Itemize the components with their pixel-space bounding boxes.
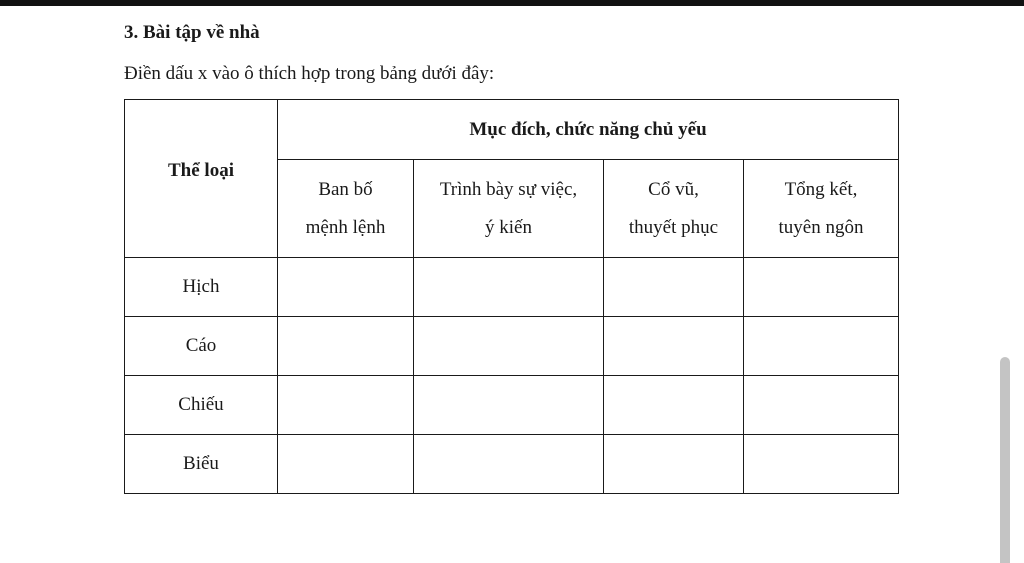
genre-header-label: Thể loại [168, 160, 234, 181]
column-header-line1: Tổng kết, [784, 178, 858, 200]
genre-header-cell [125, 100, 278, 258]
purpose-header-label: Mục đích, chức năng chủ yếu [469, 118, 707, 140]
table-row [125, 435, 899, 494]
table-row [125, 317, 899, 376]
answer-cell[interactable] [278, 258, 414, 317]
table-row [125, 376, 899, 435]
row-label: Cáo [185, 335, 217, 356]
answer-cell[interactable] [414, 435, 604, 494]
answer-cell[interactable] [744, 258, 899, 317]
column-header-tong-ket [744, 160, 899, 258]
column-header-line1: Trình bày sự việc, [439, 178, 578, 200]
column-header-line2: tuyên ngôn [778, 216, 864, 238]
instruction-text: Điền dấu x vào ô thích hợp trong bảng dưới đây: [124, 63, 495, 84]
column-header-co-vu [604, 160, 744, 258]
answer-cell[interactable] [744, 317, 899, 376]
answer-cell[interactable] [414, 376, 604, 435]
top-border-bar [0, 0, 1024, 6]
column-header-trinh-bay [414, 160, 604, 258]
answer-cell[interactable] [604, 317, 744, 376]
column-header-line2: thuyết phục [628, 216, 719, 238]
column-header-line1: Ban bố [318, 178, 373, 200]
answer-cell[interactable] [278, 317, 414, 376]
answer-cell[interactable] [744, 435, 899, 494]
answer-cell[interactable] [414, 317, 604, 376]
answer-cell[interactable] [604, 376, 744, 435]
purpose-header-cell [278, 100, 899, 160]
column-header-line1: Cổ vũ, [648, 178, 699, 200]
column-header-ban-bo [278, 160, 414, 258]
answer-cell[interactable] [278, 376, 414, 435]
answer-cell[interactable] [744, 376, 899, 435]
vertical-scrollbar[interactable] [1000, 357, 1010, 563]
row-label-cell [125, 376, 278, 435]
answer-cell[interactable] [414, 258, 604, 317]
row-label-cell [125, 435, 278, 494]
column-header-line2: mệnh lệnh [305, 216, 386, 238]
row-label-cell [125, 317, 278, 376]
exercise-table [124, 99, 899, 494]
section-heading: 3. Bài tập về nhà [124, 22, 260, 43]
column-header-line2: ý kiến [485, 216, 532, 238]
row-label: Biểu [183, 453, 219, 474]
row-label: Chiếu [178, 394, 224, 415]
row-label: Hịch [182, 276, 220, 297]
answer-cell[interactable] [604, 258, 744, 317]
answer-cell[interactable] [604, 435, 744, 494]
answer-cell[interactable] [278, 435, 414, 494]
row-label-cell [125, 258, 278, 317]
table-row [125, 258, 899, 317]
